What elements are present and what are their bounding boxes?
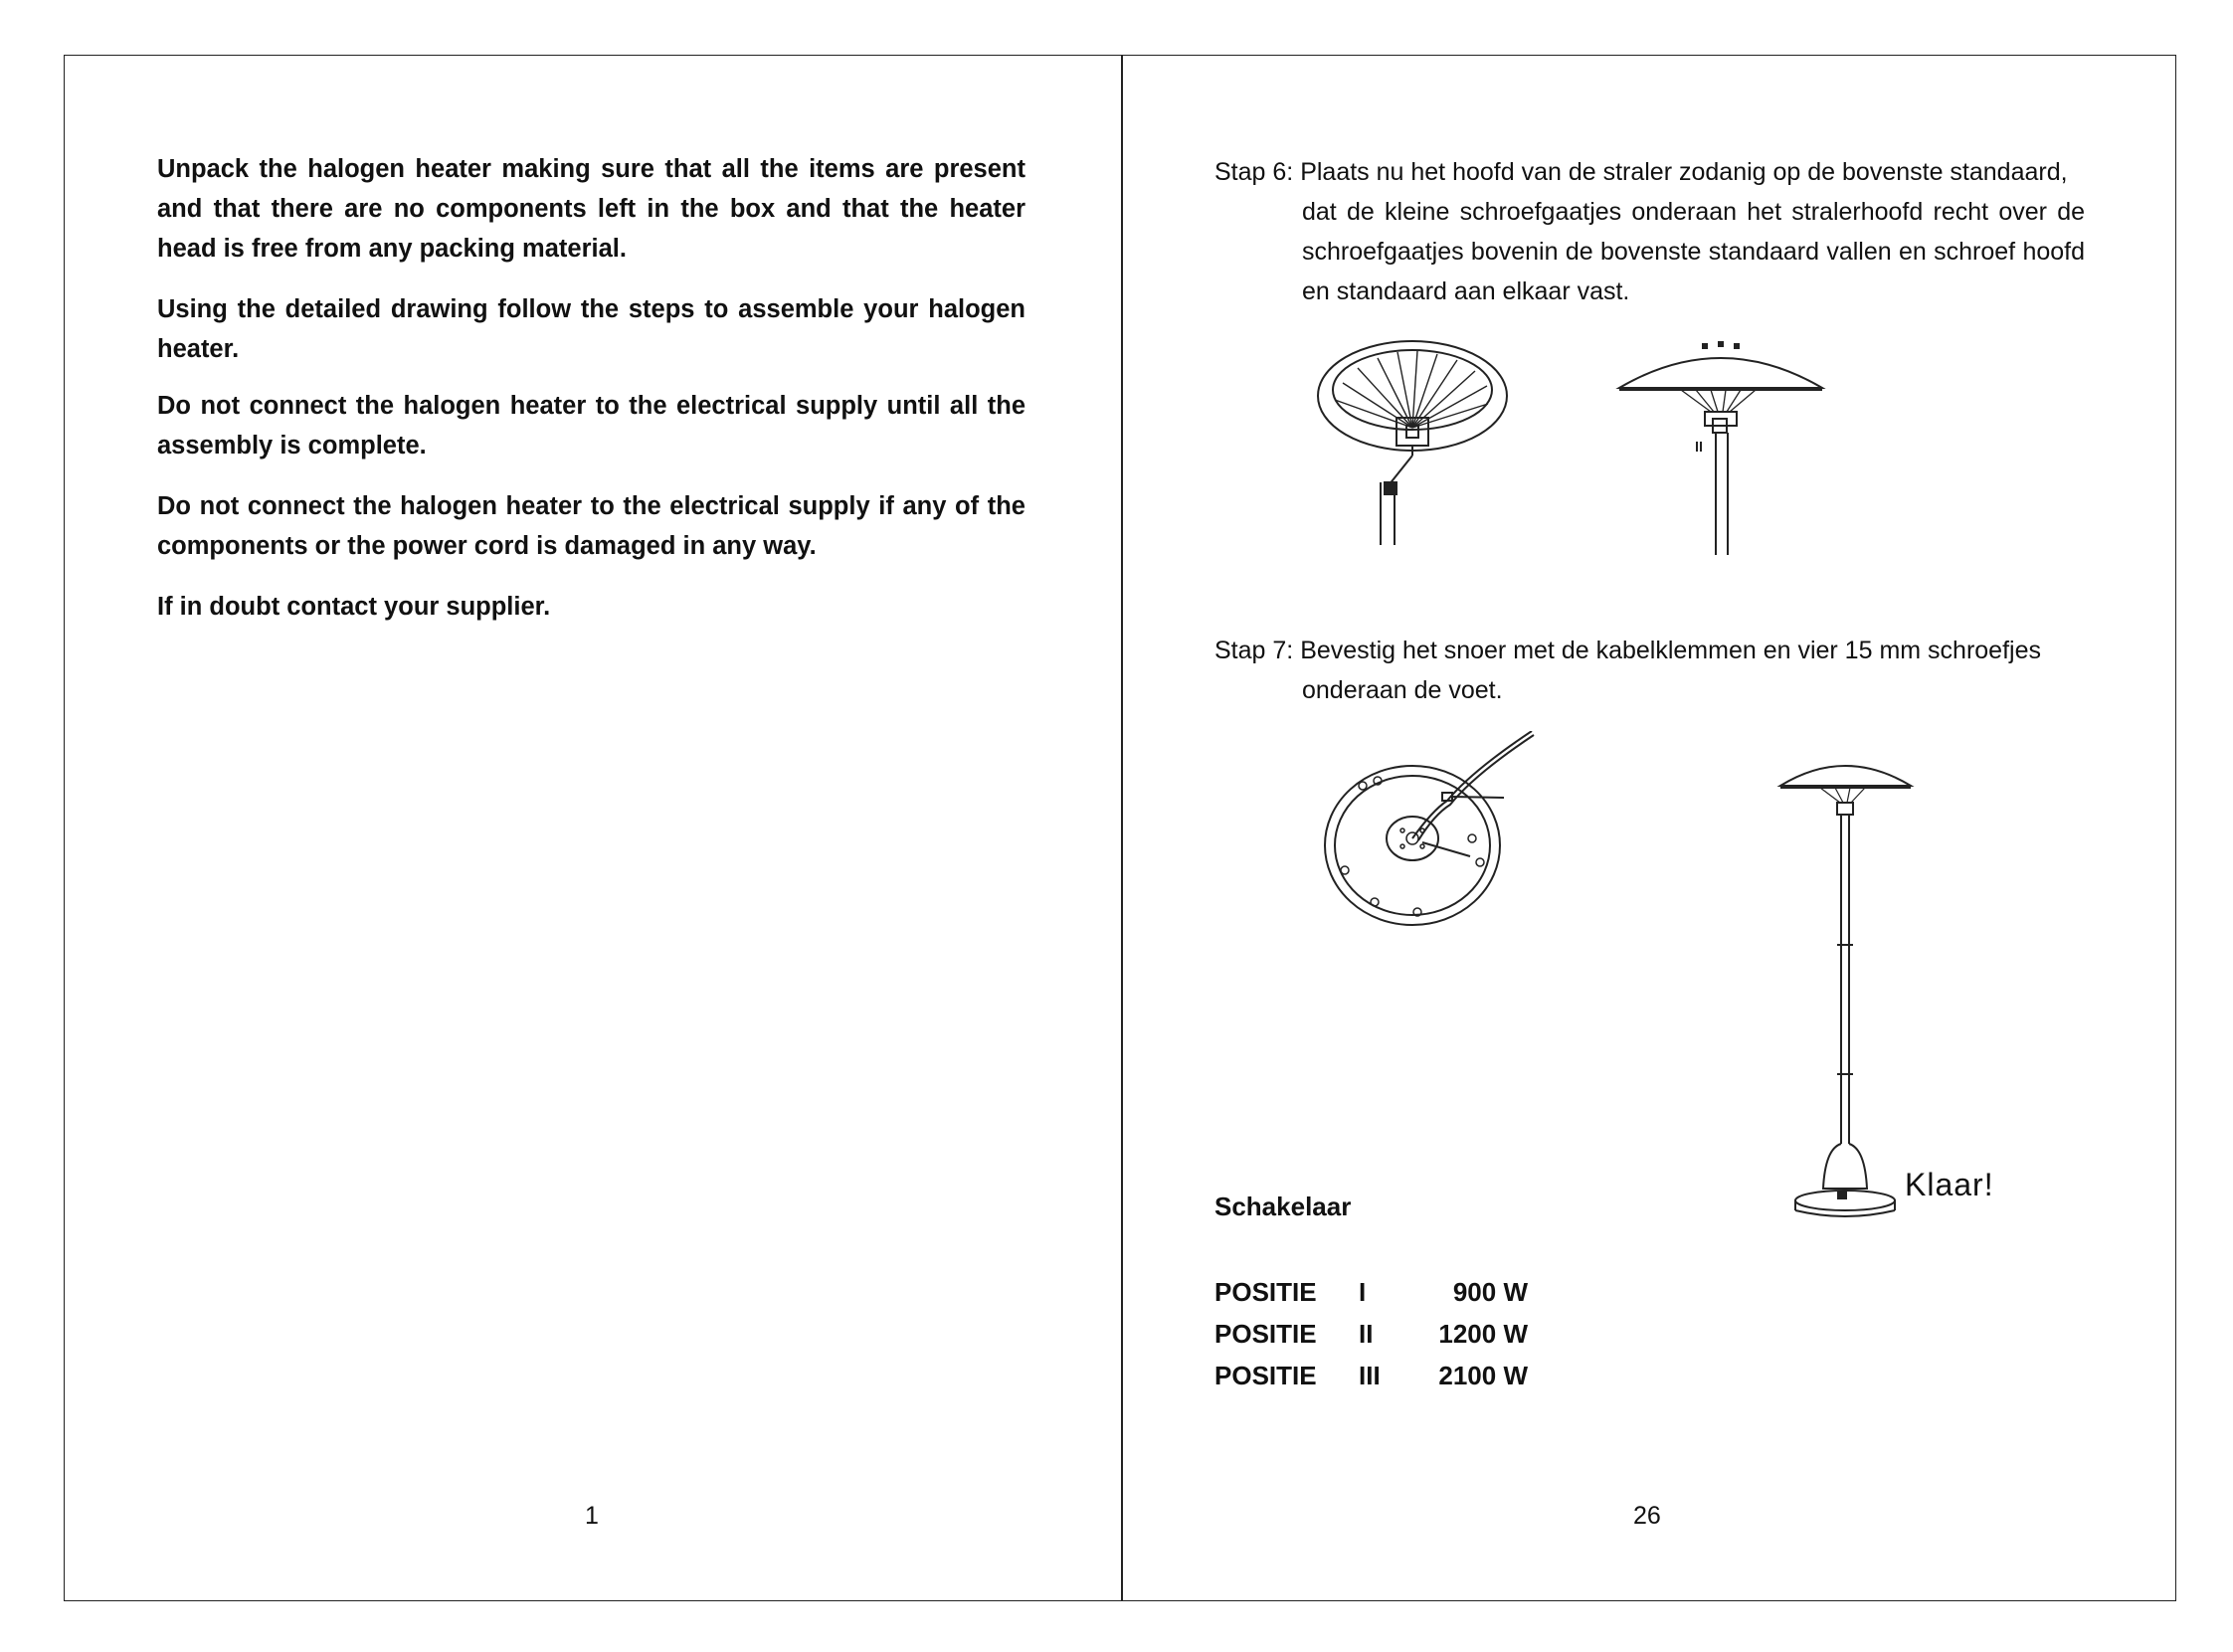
position-power: 1200 W <box>1438 1318 1528 1349</box>
position-label: POSITIE <box>1214 1360 1317 1390</box>
position-label: POSITIE <box>1214 1276 1317 1307</box>
switch-positions-table <box>1214 1271 1528 1396</box>
heater-head-underside-drawing <box>1313 338 1512 552</box>
table-row <box>1214 1271 1528 1313</box>
position-power: 900 W <box>1452 1276 1528 1307</box>
step-7-continuation: onderaan de voet. <box>1302 676 1503 704</box>
step-7-label: Stap 7: <box>1214 637 1294 664</box>
heater-complete-drawing <box>1775 751 1925 1223</box>
supplier-paragraph: If in doubt contact your supplier. <box>157 593 551 621</box>
position-label: POSITIE <box>1214 1318 1317 1349</box>
step-6-continuation: dat de kleine schroefgaatjes onderaan het stralerhoofd recht over de schroefgaatjes bovenin de bovenste standaard vallen en schroef hoofd en standaard aan elkaar vast. <box>1302 198 2085 305</box>
heater-head-mounted-drawing <box>1611 338 1830 557</box>
position-number: III <box>1359 1360 1381 1390</box>
step-6-first-line: Plaats nu het hoofd van de straler zodanig op de bovenste standaard, <box>1300 158 2068 186</box>
assembly-drawing-paragraph: Using the detailed drawing follow the steps to assemble your halogen heater. <box>157 295 1025 363</box>
step-7-instruction <box>1214 631 2085 710</box>
table-row <box>1214 1313 1528 1355</box>
table-row <box>1214 1355 1528 1396</box>
switch-title: Schakelaar <box>1214 1192 1352 1221</box>
step-6-label: Stap 6: <box>1214 158 1294 186</box>
left-page-number: 1 <box>585 1502 599 1530</box>
position-power: 2100 W <box>1438 1360 1528 1390</box>
position-number: II <box>1359 1318 1374 1349</box>
step-6-instruction <box>1214 152 2085 311</box>
page-divider <box>1121 55 1123 1601</box>
step-7-first-line: Bevestig het snoer met de kabelklemmen en vier 15 mm schroefjes <box>1300 637 2041 664</box>
left-page-text <box>157 149 1025 627</box>
heater-base-underside-drawing <box>1323 731 1542 930</box>
unpack-paragraph: Unpack the halogen heater making sure that all the items are present and that there are no components left in the box and that the heater head is free from any packing material. <box>157 155 1025 263</box>
connect-warning-paragraph: Do not connect the halogen heater to the electrical supply until all the assembly is complete. <box>157 392 1025 459</box>
position-number: I <box>1359 1276 1367 1307</box>
right-page-number: 26 <box>1633 1502 1661 1530</box>
done-label: Klaar! <box>1905 1167 1994 1202</box>
damage-warning-paragraph: Do not connect the halogen heater to the electrical supply if any of the components or the power cord is damaged in any way. <box>157 492 1025 560</box>
